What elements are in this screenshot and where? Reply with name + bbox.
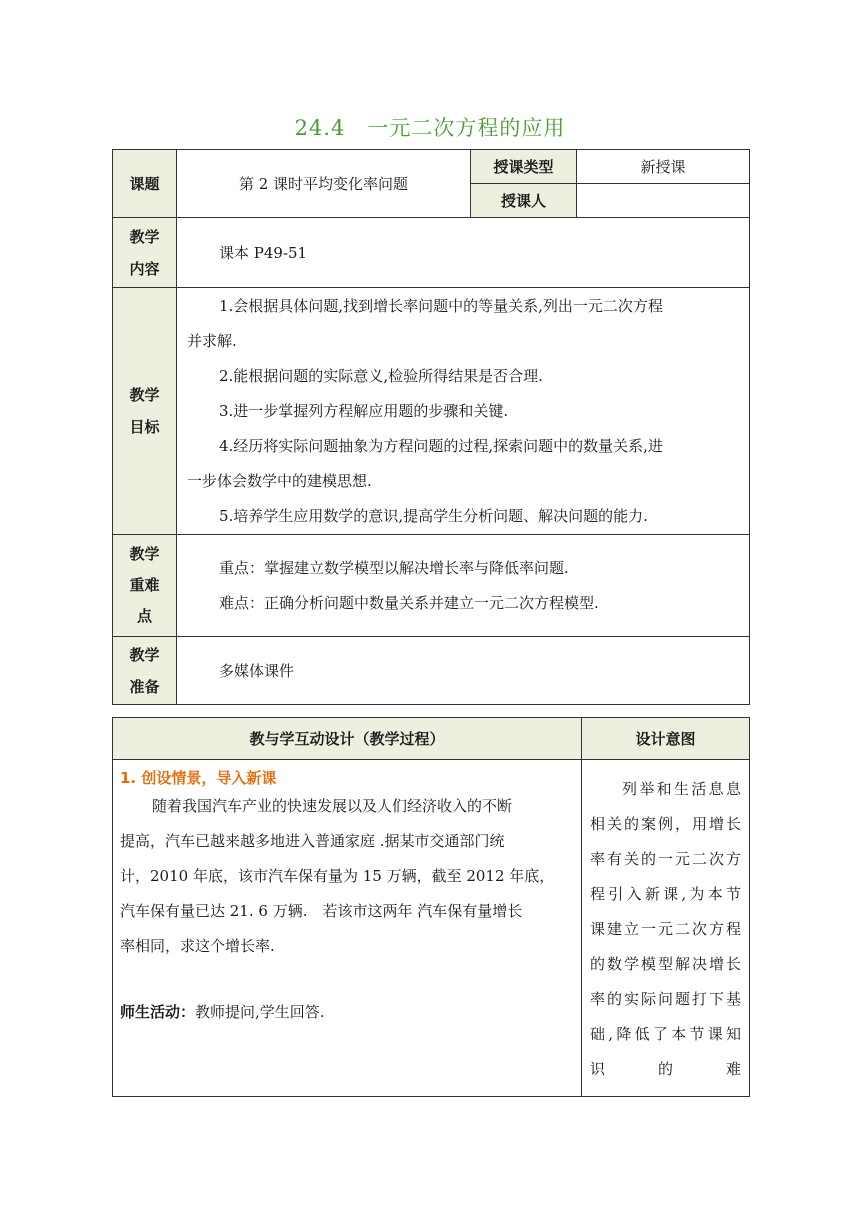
paragraph-line: 计，2010 年底，该市汽车保有量为 15 万辆，截至 2012 年底， <box>120 867 555 885</box>
activity-text: 教师提问,学生回答. <box>195 1003 325 1021</box>
course-label: 课题 <box>113 150 177 218</box>
process-cell <box>113 760 582 1097</box>
goal-line: 5.培养学生应用数学的意识,提高学生分析问题、解决问题的能力. <box>219 507 648 525</box>
goal-line: 3.进一步掌握列方程解应用题的步骤和关键. <box>219 402 509 420</box>
key-point: 重点：掌握建立数学模型以解决增长率与降低率问题. <box>219 558 569 577</box>
prep-value: 多媒体课件 <box>177 637 750 705</box>
type-value: 新授课 <box>577 150 750 184</box>
paragraph-line: 提高，汽车已越来越多地进入普通家庭 .据某市交通部门统 <box>120 832 505 850</box>
goals-label: 教学 目标 <box>113 288 177 535</box>
prep-label: 教学 准备 <box>113 637 177 705</box>
goals-cell <box>177 288 750 535</box>
intent-text: 列举和生活息息相关的案例，用增长率有关的一元二次方程引入新课,为本节课建立一元二次方程的数学模型解决增长率的实际问题打下基础,降低了本节课知识的难 <box>590 780 744 1078</box>
keypoints-label: 教学 重难 点 <box>113 535 177 637</box>
content-value: 课本 P49-51 <box>177 218 750 288</box>
activity-label: 师生活动： <box>120 1003 196 1021</box>
teacher-label: 授课人 <box>471 184 577 218</box>
teacher-value <box>577 184 750 218</box>
content-label: 教学 内容 <box>113 218 177 288</box>
intent-cell <box>582 760 750 1097</box>
document-title: 24.4 一元二次方程的应用 <box>294 116 566 140</box>
paragraph-line: 率相同，求这个增长率. <box>120 937 275 955</box>
goal-line: 2.能根据问题的实际意义,检验所得结果是否合理. <box>219 367 543 385</box>
section-title: 1. 创设情景，导入新课 <box>120 769 277 787</box>
difficult-point: 难点：正确分析问题中数量关系并建立一元二次方程模型. <box>219 593 599 612</box>
process-header: 教与学互动设计（教学过程） <box>113 718 582 760</box>
intent-header: 设计意图 <box>582 718 750 760</box>
goal-line: 4.经历将实际问题抽象为方程问题的过程,探索问题中的数量关系,进 <box>219 437 663 455</box>
keypoints-cell <box>177 535 750 637</box>
goal-line: 并求解. <box>187 332 237 350</box>
goal-line: 一步体会数学中的建模思想. <box>187 472 372 490</box>
goal-line: 1.会根据具体问题,找到增长率问题中的等量关系,列出一元二次方程 <box>219 297 663 315</box>
activity-line <box>120 995 573 1030</box>
type-label: 授课类型 <box>471 150 577 184</box>
lesson-info-table <box>112 149 750 705</box>
paragraph-line: 汽车保有量已达 21. 6 万辆. 若该市这两年 汽车保有量增长 <box>120 902 523 920</box>
teaching-process-table <box>112 717 750 1097</box>
paragraph-line: 随着我国汽车产业的快速发展以及人们经济收入的不断 <box>152 797 513 815</box>
course-value: 第 2 课时平均变化率问题 <box>177 150 471 218</box>
